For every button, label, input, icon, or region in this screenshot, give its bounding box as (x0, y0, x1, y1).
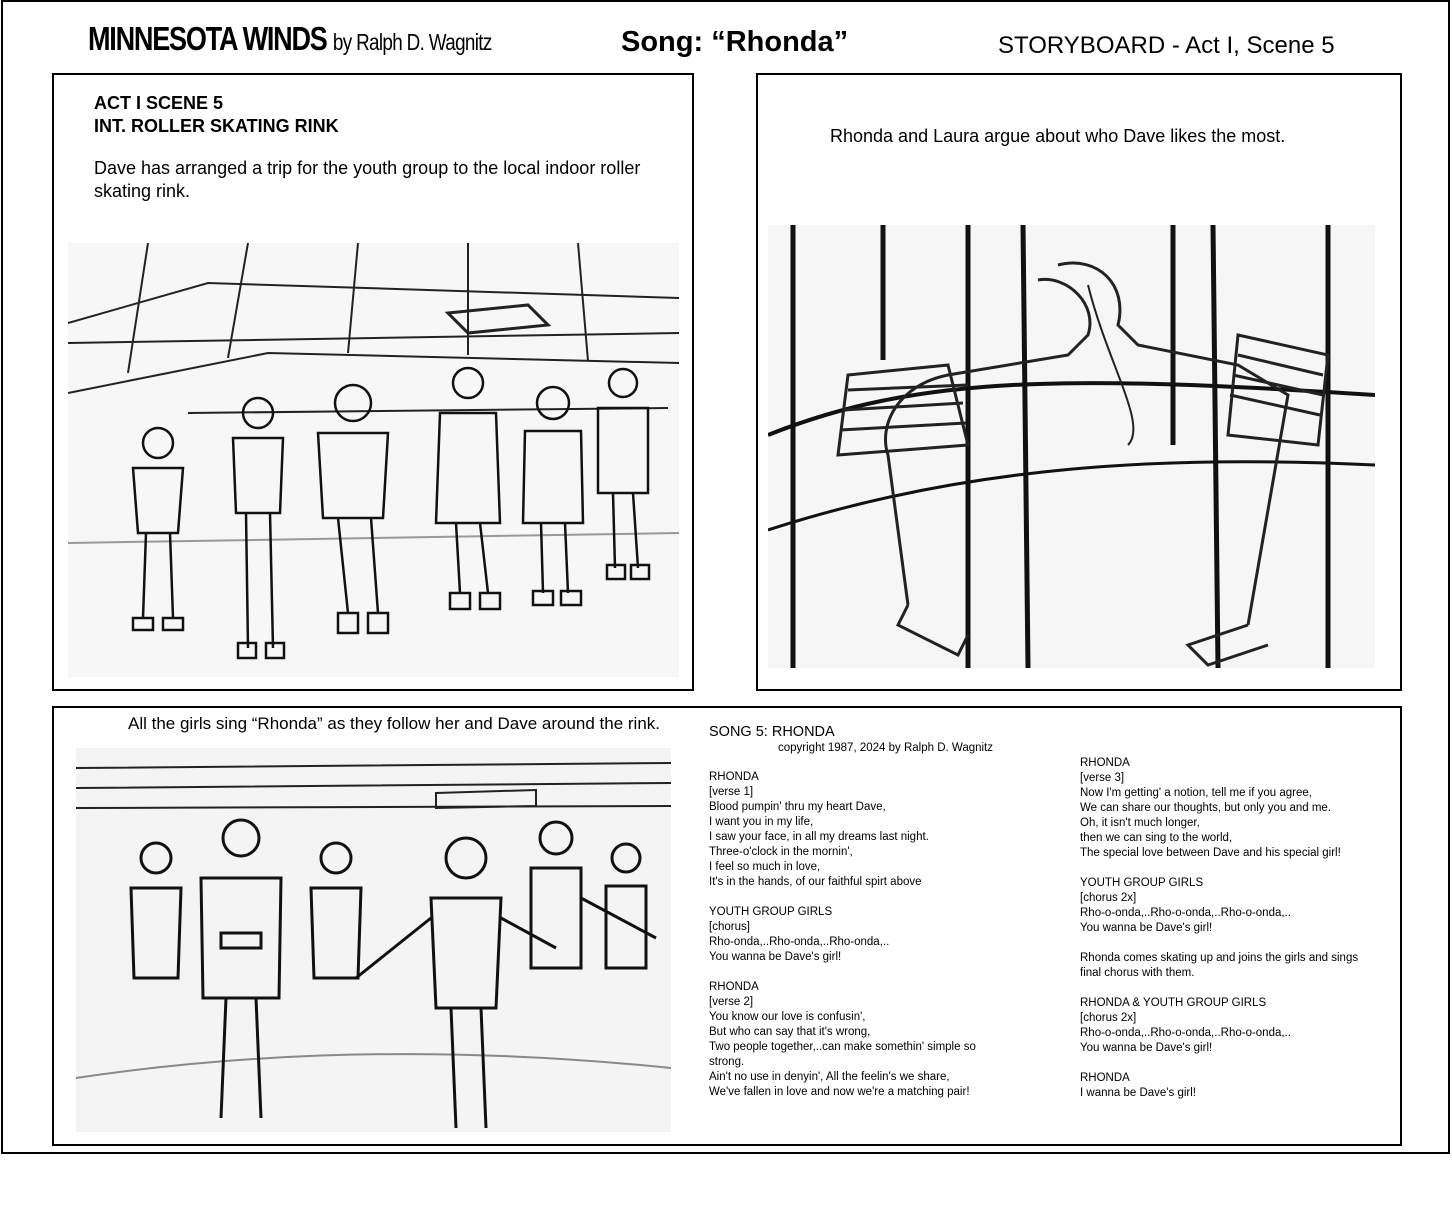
lyric-line: RHONDA (1080, 757, 1130, 769)
lyric-line: Three-o'clock in the mornin', (709, 846, 853, 858)
lyric-line: RHONDA (1080, 1072, 1130, 1084)
lyric-line: YOUTH GROUP GIRLS (709, 906, 833, 918)
header-author: by Ralph D. Wagnitz (332, 29, 492, 55)
storyboard-panel-2 (756, 73, 1402, 691)
lyric-line: Blood pumpin' thru my heart Dave, (709, 801, 886, 813)
lyrics-block (1080, 756, 1380, 861)
lyric-line: Rho-o-onda,..Rho-o-onda,..Rho-o-onda,.. (1080, 1027, 1291, 1039)
lyrics-block (1080, 1071, 1380, 1101)
lyrics-block (709, 980, 1009, 1100)
skaters-following-sketch-icon (76, 748, 671, 1132)
lyric-line: YOUTH GROUP GIRLS (1080, 877, 1204, 889)
lyrics-block (1080, 996, 1380, 1056)
lyric-line: It's in the hands, of our faithful spirt above (709, 876, 922, 888)
song-copyright: copyright 1987, 2024 by Ralph D. Wagnitz (778, 742, 994, 754)
panel-2-description: Rhonda and Laura argue about who Dave likes the most. (830, 126, 1286, 146)
panel-1-description: Dave has arranged a trip for the youth group to the local indoor roller skating rink. (94, 158, 641, 201)
scene-location: INT. ROLLER SKATING RINK (94, 116, 339, 136)
lyric-line: [chorus] (709, 921, 750, 933)
panel-3-description: All the girls sing “Rhonda” as they follow her and Dave around the rink. (128, 714, 661, 733)
header-storyboard-label: STORYBOARD - Act I, Scene 5 (998, 32, 1335, 59)
header-song-title: Song: “Rhonda” (621, 26, 849, 58)
lyric-line: I saw your face, in all my dreams last night. (709, 831, 929, 843)
scene-number: ACT I SCENE 5 (94, 93, 224, 113)
lyric-line: Ain't no use in denyin', All the feelin's we share, (709, 1071, 950, 1083)
two-skaters-arguing-sketch-icon (768, 225, 1375, 668)
roller-rink-group-sketch-icon (68, 243, 679, 677)
lyric-line: [verse 2] (709, 996, 754, 1008)
lyric-line: Rho-o-onda,..Rho-o-onda,..Rho-o-onda,.. (1080, 907, 1291, 919)
lyric-line: But who can say that it's wrong, (709, 1026, 871, 1038)
lyric-line: I wanna be Dave's girl! (1080, 1087, 1196, 1099)
lyric-line: [chorus 2x] (1080, 1012, 1137, 1024)
lyric-line: Rho-onda,..Rho-onda,..Rho-onda,.. (709, 936, 890, 948)
lyric-line: You wanna be Dave's girl! (709, 951, 842, 963)
lyric-line: Oh, it isn't much longer, (1080, 817, 1200, 829)
lyric-line: RHONDA (709, 771, 759, 783)
lyric-line: [verse 3] (1080, 772, 1125, 784)
lyrics-block (709, 770, 1009, 890)
lyric-line: [verse 1] (709, 786, 754, 798)
lyrics-block (709, 905, 1009, 965)
lyric-line: I feel so much in love, (709, 861, 821, 873)
scene-heading (94, 92, 339, 138)
header-title: MINNESOTA WINDS by Ralph D. Wagnitz (88, 20, 492, 57)
lyrics-column-1 (709, 770, 1009, 1115)
lyric-line: [chorus 2x] (1080, 892, 1137, 904)
lyric-line: You wanna be Dave's girl! (1080, 1042, 1213, 1054)
storyboard-panel-1 (52, 73, 694, 691)
lyric-line: Now I'm getting' a notion, tell me if you agree, (1080, 787, 1312, 799)
lyrics-block (1080, 876, 1380, 936)
lyric-line: We can share our thoughts, but only you and me. (1080, 802, 1332, 814)
lyric-line: Rhonda comes skating up and joins the girls and sings final chorus with them. (1080, 952, 1362, 979)
lyric-line: We've fallen in love and now we're a matching pair! (709, 1086, 970, 1098)
lyric-line: RHONDA (709, 981, 759, 993)
lyrics-block (1080, 951, 1380, 981)
storyboard-panel-3 (52, 706, 1402, 1146)
lyric-line: Two people together,..can make somethin' simple so strong. (709, 1041, 980, 1068)
lyric-line: You know our love is confusin', (709, 1011, 866, 1023)
lyric-line: RHONDA & YOUTH GROUP GIRLS (1080, 997, 1267, 1009)
song-title: SONG 5: RHONDA (709, 724, 835, 740)
lyric-line: then we can sing to the world, (1080, 832, 1233, 844)
lyric-line: I want you in my life, (709, 816, 814, 828)
lyrics-column-2 (1080, 756, 1380, 1116)
lyric-line: The special love between Dave and his special girl! (1080, 847, 1341, 859)
lyric-line: You wanna be Dave's girl! (1080, 922, 1213, 934)
